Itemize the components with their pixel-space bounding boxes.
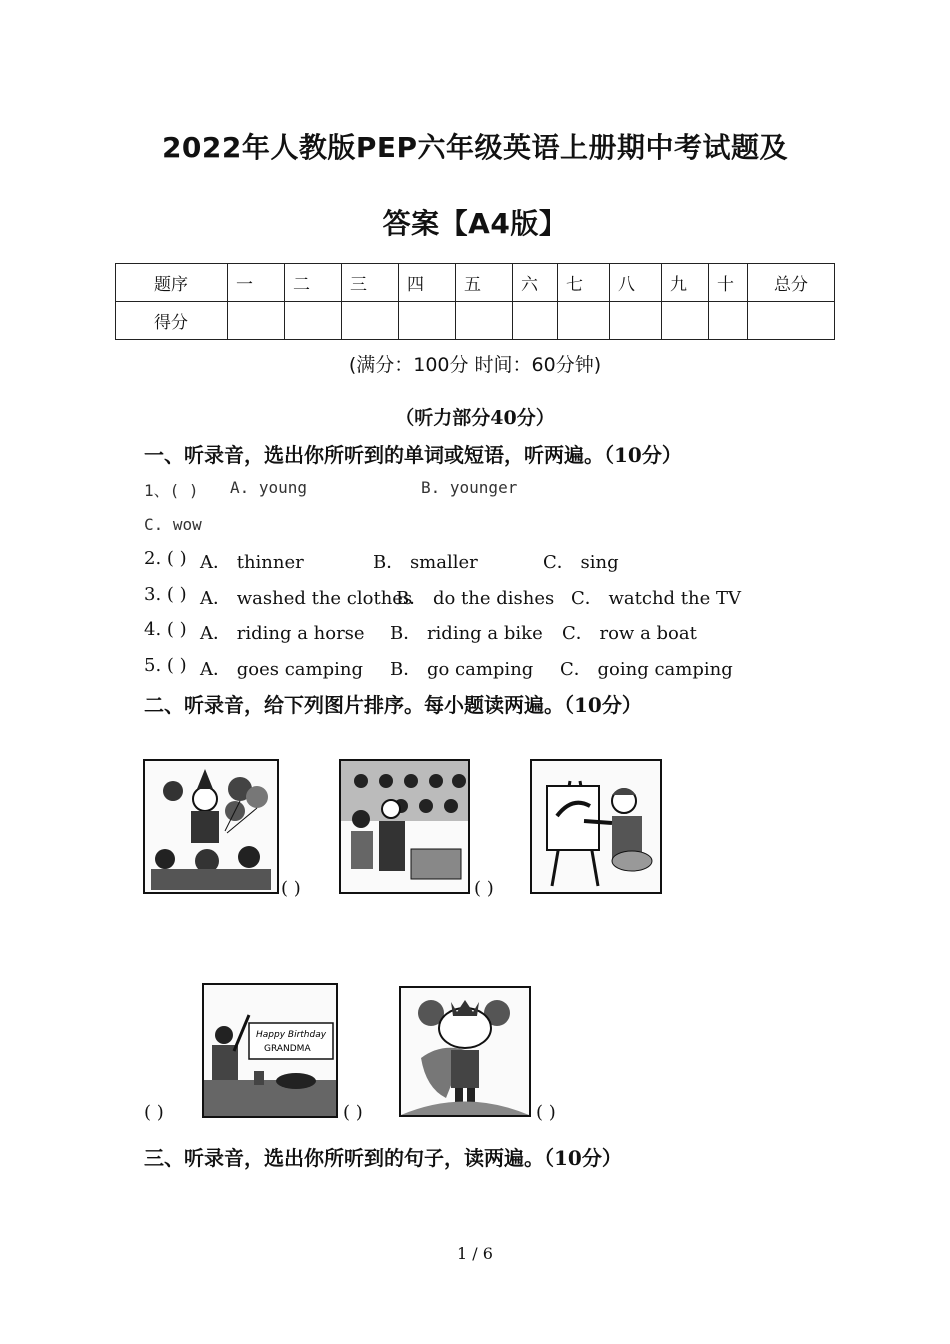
- q5-number: 5. ( ): [144, 655, 187, 676]
- party-picture: [143, 759, 279, 894]
- score-table: [115, 263, 835, 340]
- q2-number: 2. ( ): [144, 548, 187, 569]
- shopping-picture: [339, 759, 470, 894]
- score-cell: 五: [456, 264, 513, 302]
- score-cell: 七: [558, 264, 610, 302]
- section1-heading: 一、听录音，选出你所听到的单词或短语，听两遍。（10分）: [144, 443, 682, 467]
- q4-option-c: C． row a boat: [562, 623, 697, 644]
- score-cell: 四: [399, 264, 456, 302]
- banner-line2: GRANDMA: [264, 1044, 311, 1054]
- score-entry[interactable]: [228, 302, 285, 340]
- answer-blank[interactable]: ( ): [474, 878, 494, 899]
- score-entry[interactable]: [662, 302, 709, 340]
- score-table-score-row: [116, 302, 835, 340]
- score-entry[interactable]: [342, 302, 399, 340]
- birthday-picture: [202, 983, 338, 1118]
- score-entry[interactable]: [456, 302, 513, 340]
- page-number: 1 / 6: [457, 1244, 493, 1263]
- q2-option-a: A． thinner: [200, 552, 304, 573]
- score-entry[interactable]: [399, 302, 456, 340]
- score-cell: 二: [285, 264, 342, 302]
- listening-part-header: （听力部分40分）: [395, 407, 555, 429]
- q3-number: 3. ( ): [144, 584, 187, 605]
- section3-heading: 三、听录音，选出你所听到的句子，读两遍。（10分）: [144, 1146, 622, 1170]
- q2-option-c: C． sing: [543, 552, 619, 573]
- score-cell: 一: [228, 264, 285, 302]
- painting-picture: [530, 759, 662, 894]
- costume-picture: [399, 986, 531, 1117]
- q1-option-a: A. young: [230, 478, 308, 497]
- answer-blank[interactable]: ( ): [343, 1102, 363, 1123]
- q4-option-b: B． riding a bike: [390, 623, 543, 644]
- q1-option-c: C. wow: [144, 515, 202, 534]
- q5-option-a: A． goes camping: [200, 659, 363, 680]
- score-table-header-row: [116, 264, 835, 302]
- score-entry[interactable]: [709, 302, 748, 340]
- score-entry[interactable]: [285, 302, 342, 340]
- answer-blank[interactable]: ( ): [144, 1102, 164, 1123]
- q3-option-c: C． watchd the TV: [571, 588, 741, 609]
- score-entry[interactable]: [513, 302, 558, 340]
- score-entry[interactable]: [748, 302, 835, 340]
- score-cell: 得分: [116, 302, 228, 340]
- document-title-line1: 2022年人教版PEP六年级英语上册期中考试题及: [161, 131, 789, 164]
- score-cell: 八: [610, 264, 662, 302]
- score-entry[interactable]: [558, 302, 610, 340]
- score-cell: 十: [709, 264, 748, 302]
- q3-option-b: B． do the dishes: [396, 588, 555, 609]
- q1-number: 1、( ): [144, 481, 199, 500]
- q2-option-b: B． smaller: [373, 552, 478, 573]
- score-cell: 六: [513, 264, 558, 302]
- score-cell: 三: [342, 264, 399, 302]
- answer-blank[interactable]: ( ): [281, 878, 301, 899]
- q3-option-a: A． washed the clothes: [200, 588, 413, 609]
- score-cell: 题序: [116, 264, 228, 302]
- q1-option-b: B. younger: [421, 478, 518, 497]
- section2-heading: 二、听录音，给下列图片排序。每小题读两遍。（10分）: [144, 693, 642, 717]
- q4-number: 4. ( ): [144, 619, 187, 640]
- document-title-line2: 答案【A4版】: [382, 207, 568, 240]
- banner-line1: Happy Birthday: [256, 1030, 327, 1040]
- q5-option-c: C． going camping: [560, 659, 733, 680]
- score-entry[interactable]: [610, 302, 662, 340]
- answer-blank[interactable]: ( ): [536, 1102, 556, 1123]
- score-cell: 九: [662, 264, 709, 302]
- q4-option-a: A． riding a horse: [200, 623, 365, 644]
- score-cell: 总分: [748, 264, 835, 302]
- exam-info: (满分：100分 时间：60分钟): [348, 354, 602, 376]
- q5-option-b: B． go camping: [390, 659, 534, 680]
